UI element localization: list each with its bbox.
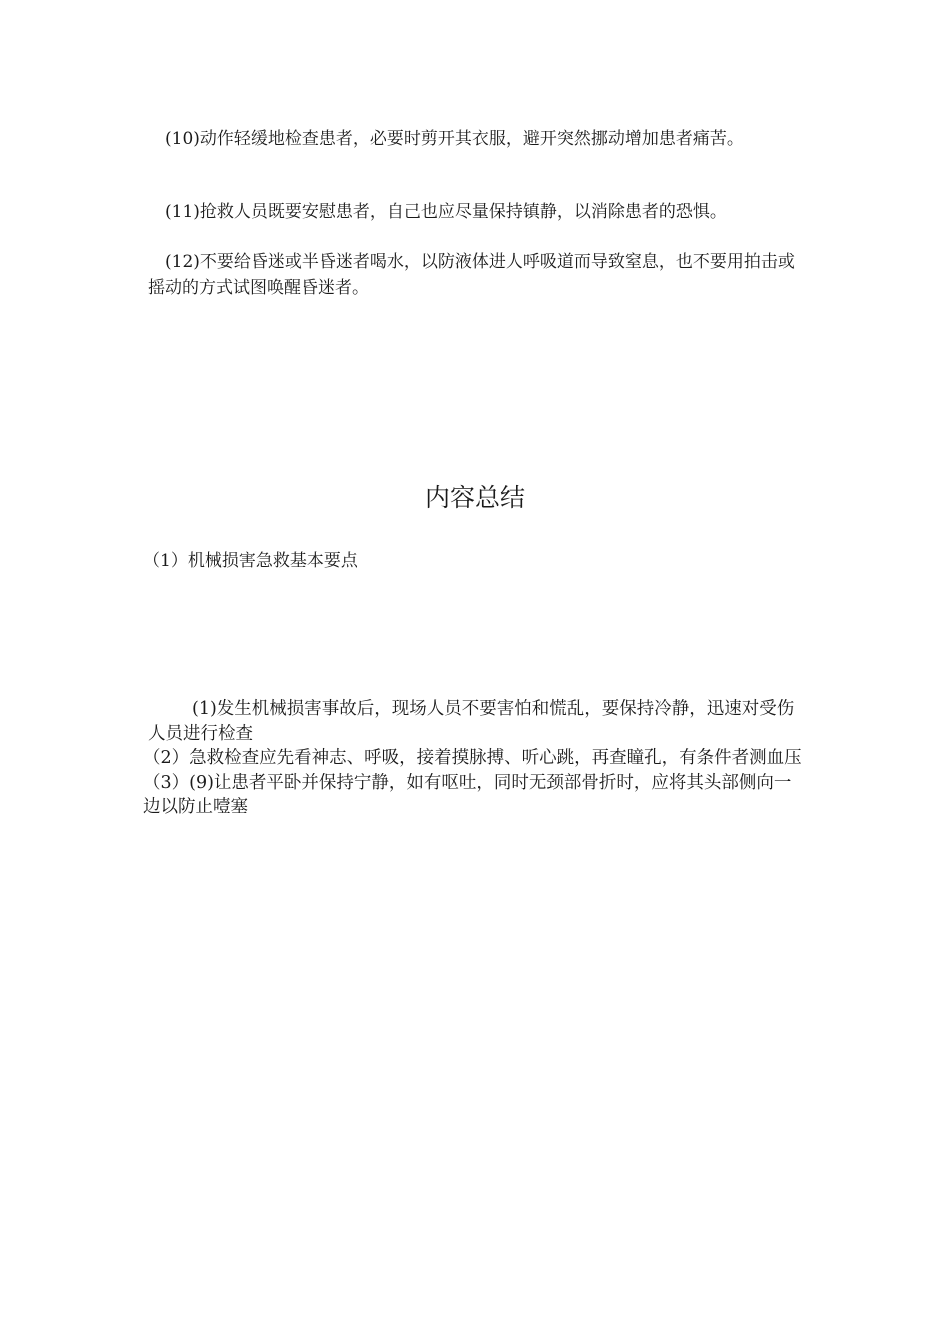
summary-body <box>143 697 808 820</box>
paragraph-12: (12)不要给昏迷或半昏迷者喝水，以防液体进人呼吸道而导致窒息，也不要用拍击或摇动的方式试图唤醒昏迷者。 <box>148 252 795 298</box>
summary-subheading: （1）机械损害急救基本要点 <box>143 551 358 571</box>
paragraph-11: (11)抢救人员既要安慰患者，自己也应尽量保持镇静，以消除患者的恐惧。 <box>165 202 727 222</box>
summary-item-1: (1)发生机械损害事故后，现场人员不要害怕和慌乱，要保持冷静，迅速对受伤人员进行检查 <box>148 699 795 744</box>
summary-item-3: （3）(9)让患者平卧并保持宁静，如有呕吐，同时无颈部骨折时，应将其头部侧向一边以防止噎塞 <box>143 772 792 817</box>
paragraph-10: (10)动作轻缓地检查患者，必要时剪开其衣服，避开突然挪动增加患者痛苦。 <box>165 129 744 149</box>
summary-title: 内容总结 <box>424 483 525 512</box>
summary-item-2: （2）急救检查应先看神志、呼吸，接着摸脉搏、听心跳，再查瞳孔，有条件者测血压 <box>143 748 802 768</box>
